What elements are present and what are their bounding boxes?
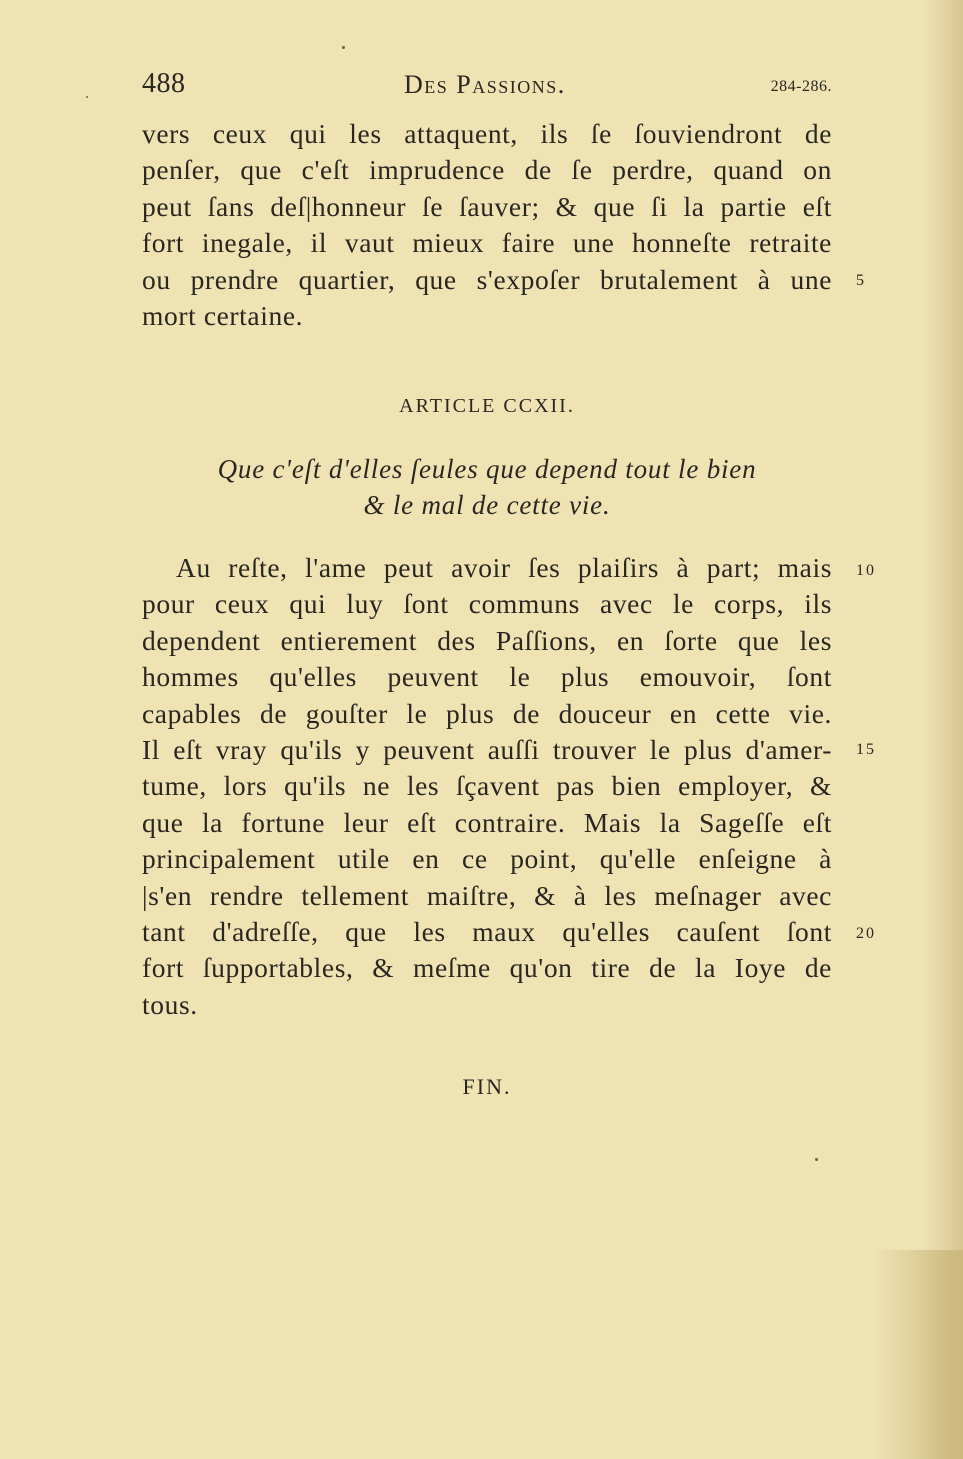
speck bbox=[815, 1158, 818, 1161]
article-title bbox=[142, 451, 832, 523]
text-line: pour ceux qui luy ſont communs avec le corps, ils bbox=[142, 588, 832, 620]
text-line: peut ſans deſ|honneur ſe ſauver; & que ſi la partie eſt bbox=[142, 190, 832, 222]
text-line: hommes qu'elles peuvent le plus emouvoir, ſont bbox=[142, 661, 832, 693]
line-number: 5 bbox=[856, 272, 866, 289]
text-line: mort certaine. bbox=[142, 299, 304, 331]
text-line: Il eſt vray qu'ils y peuvent auſſi trouver le plus d'amer- bbox=[142, 733, 832, 765]
running-head: Des Passions. bbox=[404, 70, 566, 99]
text-line: capables de gouſter le plus de douceur en cette vie. bbox=[142, 697, 832, 729]
text-line: Au reſte, l'ame peut avoir ſes plaiſirs à part; mais bbox=[176, 552, 832, 583]
line-number: 10 bbox=[856, 562, 876, 579]
text-line: que la fortune leur eſt contraire. Mais la Sageſſe eſt bbox=[142, 806, 832, 838]
text-line: ou prendre quartier, que s'expoſer brutalement à une bbox=[142, 263, 832, 295]
paragraph-2 bbox=[142, 550, 832, 1023]
text-line: tume, lors qu'ils ne les ſçavent pas bien employer, & bbox=[142, 770, 832, 802]
page-header bbox=[142, 68, 832, 102]
page-reference: 284-286. bbox=[770, 78, 832, 95]
text-line: dependent entierement des Paſſions, en ſorte que les bbox=[142, 624, 832, 656]
page-edge-shadow bbox=[923, 0, 963, 1459]
text-line: fort ſupportables, & meſme qu'on tire de la Ioye de bbox=[142, 952, 832, 984]
text-line: tant d'adreſſe, que les maux qu'elles cauſent ſont bbox=[142, 915, 832, 947]
text-line: tous. bbox=[142, 988, 198, 1020]
article-heading: ARTICLE CCXII. bbox=[399, 395, 575, 417]
speck bbox=[342, 46, 345, 49]
end-word: FIN. bbox=[462, 1074, 512, 1099]
speck bbox=[86, 96, 88, 98]
text-line: vers ceux qui les attaquent, ils ſe ſouviendront de bbox=[142, 118, 832, 149]
page-number: 488 bbox=[142, 68, 186, 99]
line-number: 20 bbox=[856, 925, 876, 942]
article-title-line: & le mal de cette vie. bbox=[363, 490, 611, 520]
text-line: fort inegale, il vaut mieux faire une honneſte retraite bbox=[142, 227, 832, 259]
paragraph-1 bbox=[142, 116, 832, 334]
article-title-line: Que c'eſt d'elles ſeules que depend tout le bien bbox=[217, 454, 757, 484]
text-line: penſer, que c'eſt imprudence de ſe perdre, quand on bbox=[142, 154, 832, 186]
page-corner-shadow bbox=[873, 1250, 963, 1459]
text-line: principalement utile en ce point, qu'elle enſeigne à bbox=[142, 843, 832, 875]
line-number: 15 bbox=[856, 741, 876, 758]
text-line: |s'en rendre tellement maiſtre, & à les meſnager avec bbox=[142, 879, 832, 911]
